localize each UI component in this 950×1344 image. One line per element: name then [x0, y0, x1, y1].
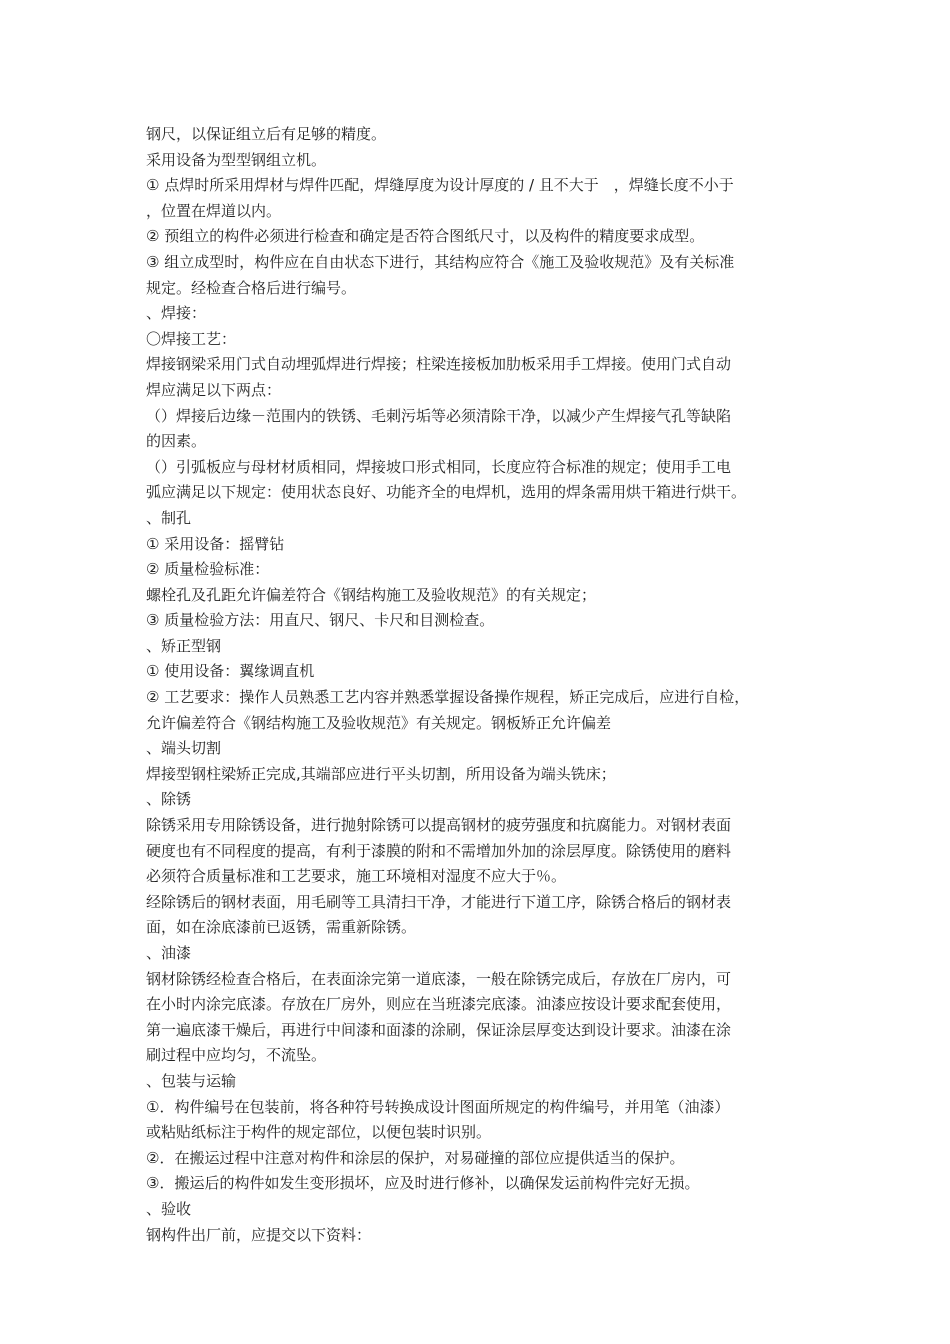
text-line: 钢构件出厂前，应提交以下资料： [146, 1225, 372, 1244]
document-body [146, 122, 826, 1248]
text-line: 钢尺，以保证组立后有足够的精度。 [146, 125, 387, 143]
section-heading: 、验收 [146, 1199, 192, 1218]
text-line: ① 点焊时所采用焊材与焊件匹配，焊缝厚度为设计厚度的 / 且不大于 ，焊缝长度不小于 [146, 176, 734, 195]
text-line: ，位置在焊道以内。 [146, 201, 282, 220]
subsection-heading: 〇焊接工艺： [146, 329, 237, 348]
text-line: ③ 组立成型时，构件应在自由状态下进行，其结构应符合《施工及验收规范》及有关标准 [146, 252, 735, 271]
text-line: 焊接钢梁采用门式自动埋弧焊进行焊接；柱梁连接板加肋板采用手工焊接。使用门式自动 [146, 355, 732, 374]
text-line: 采用设备为型型钢组立机。 [146, 150, 327, 169]
text-line: 除锈采用专用除锈设备，进行抛射除锈可以提高钢材的疲劳强度和抗腐能力。对钢材表面 [146, 816, 732, 835]
text-line: 必须符合质量标准和工艺要求，施工环境相对湿度不应大于％。 [146, 867, 567, 886]
section-heading: 、除锈 [146, 790, 192, 809]
text-line: 在小时内涂完底漆。存放在厂房外，则应在当班漆完底漆。油漆应按设计要求配套使用， [146, 995, 732, 1014]
text-line: ②．在搬运过程中注意对构件和涂层的保护，对易碰撞的部位应提供适当的保护。 [146, 1148, 685, 1167]
text-line: 螺栓孔及孔距允许偏差符合《钢结构施工及验收规范》的有关规定； [146, 585, 597, 604]
text-line: 弧应满足以下规定：使用状态良好、功能齐全的电焊机，选用的焊条需用烘干箱进行烘干。 [146, 483, 747, 502]
text-line: ③．搬运后的构件如发生变形损坏，应及时进行修补，以确保发运前构件完好无损。 [146, 1174, 700, 1193]
section-heading: 、端头切割 [146, 739, 222, 758]
text-line: 允许偏差符合《钢结构施工及验收规范》有关规定。钢板矫正允许偏差 [146, 713, 612, 732]
section-heading: 、焊接： [146, 304, 207, 323]
text-line: 硬度也有不同程度的提高，有利于漆膜的附和不需增加外加的涂层厚度。除锈使用的磨料 [146, 841, 732, 860]
section-heading: 、油漆 [146, 944, 192, 962]
text-line: 第一遍底漆干燥后，再进行中间漆和面漆的涂刷，保证涂层厚变达到设计要求。油漆在涂 [146, 1020, 732, 1039]
section-heading: 、包装与运输 [146, 1071, 237, 1090]
section-heading: 、制孔 [146, 508, 192, 527]
text-line: 刷过程中应均匀，不流坠。 [146, 1046, 327, 1065]
text-line: ② 预组立的构件必须进行检查和确定是否符合图纸尺寸，以及构件的精度要求成型。 [146, 227, 705, 246]
section-heading: 、矫正型钢 [146, 636, 222, 655]
text-line: 焊接型钢柱梁矫正完成,其端部应进行平头切割，所用设备为端头铣床； [146, 764, 616, 783]
text-line: 焊应满足以下两点： [146, 380, 282, 399]
text-line: 的因素。 [146, 432, 207, 451]
text-line: ② 工艺要求：操作人员熟悉工艺内容并熟悉掌握设备操作规程，矫正完成后，应进行自检， [146, 688, 750, 707]
text-line: ①．构件编号在包装前，将各种符号转换成设计图面所规定的构件编号，并用笔（油漆） [146, 1097, 730, 1116]
text-line: ② 质量检验标准： [146, 560, 270, 579]
text-line: ① 采用设备：摇臂钻 [146, 534, 285, 553]
text-line: 钢材除锈经检查合格后，在表面涂完第一道底漆，一般在除锈完成后，存放在厂房内，可 [146, 969, 732, 988]
text-line: 或粘贴纸标注于构件的规定部位，以便包装时识别。 [146, 1123, 492, 1142]
text-line: （）焊接后边缘－范围内的铁锈、毛刺污垢等必须清除干净，以减少产生焊接气孔等缺陷 [146, 406, 732, 425]
text-line: （）引弧板应与母材材质相同，焊接坡口形式相同，长度应符合标准的规定；使用手工电 [146, 457, 732, 476]
text-line: ① 使用设备：翼缘调直机 [146, 662, 315, 681]
text-line: 经除锈后的钢材表面，用毛刷等工具清扫干净，才能进行下道工序，除锈合格后的钢材表 [146, 892, 732, 911]
text-line: ③ 质量检验方法：用直尺、钢尺、卡尺和目测检查。 [146, 611, 495, 630]
text-line: 面，如在涂底漆前已返锈，需重新除锈。 [146, 918, 417, 937]
text-line: 规定。经检查合格后进行编号。 [146, 278, 357, 297]
